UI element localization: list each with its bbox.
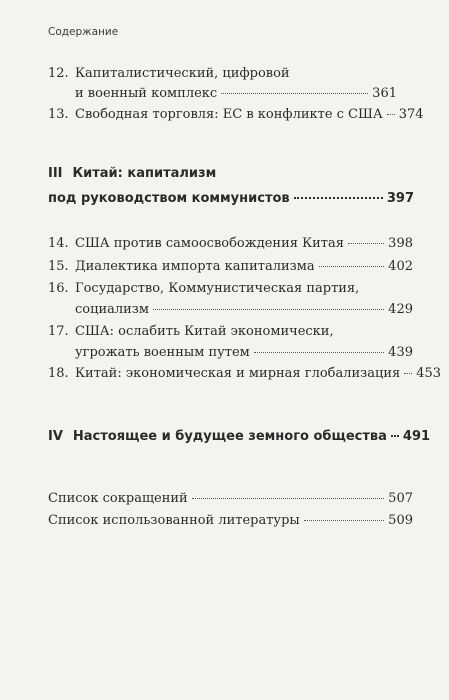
page-number: 439 (388, 345, 413, 360)
entry-title: Китай: экономическая и мирная глобализация (75, 366, 401, 381)
entry-title: Список использованной литературы (48, 513, 300, 528)
entry-number: 15. (48, 259, 69, 274)
entry-title: Капиталистический, цифровой (75, 66, 290, 81)
dot-leader (404, 373, 412, 374)
entry-number: 14. (48, 236, 69, 251)
page-number: 491 (402, 429, 431, 444)
toc-entry-14[interactable] (48, 236, 413, 251)
dot-leader (294, 197, 383, 199)
part-number: III (48, 166, 63, 181)
page-number: 429 (388, 302, 413, 317)
toc-entry-17-line1 (48, 324, 334, 339)
page-number: 453 (416, 366, 442, 381)
running-header: Содержание (48, 26, 119, 38)
dot-leader (391, 435, 399, 437)
part-title: Китай: капитализм (72, 166, 217, 181)
page-number: 398 (388, 236, 413, 251)
entry-number: 17. (48, 324, 69, 339)
entry-title: США: ослабить Китай экономически, (75, 324, 334, 339)
entry-title: Государство, Коммунистическая партия, (75, 281, 360, 296)
dot-leader (304, 520, 384, 521)
page-number: 509 (388, 513, 413, 528)
entry-title-cont: угрожать военным путем (75, 345, 250, 360)
entry-number: 16. (48, 281, 69, 296)
toc-bibliography[interactable] (48, 513, 413, 528)
toc-entry-16-line1 (48, 281, 359, 296)
dot-leader (221, 93, 368, 94)
dot-leader (254, 352, 384, 353)
entry-title-cont: социализм (75, 302, 150, 317)
toc-part-4[interactable] (48, 429, 431, 444)
page-number: 402 (388, 259, 413, 274)
toc-part-3[interactable] (48, 191, 414, 206)
entry-number: 18. (48, 366, 69, 381)
entry-number: 12. (48, 66, 69, 81)
toc-entry-17[interactable] (75, 345, 413, 360)
entry-title: Диалектика импорта капитализма (75, 259, 315, 274)
page-number: 361 (372, 86, 397, 101)
dot-leader (192, 498, 384, 499)
toc-entry-12[interactable] (75, 86, 397, 101)
entry-title-cont: и военный комплекс (75, 86, 218, 101)
toc-entry-18[interactable] (48, 366, 442, 381)
entry-title: Свободная торговля: ЕС в конфликте с США (75, 107, 383, 122)
toc-entry-15[interactable] (48, 259, 413, 274)
entry-title: США против самоосвобождения Китая (75, 236, 344, 251)
dot-leader (153, 309, 384, 310)
dot-leader (319, 266, 385, 267)
page-number: 374 (398, 107, 424, 122)
part-title: Настоящее и будущее земного общества (72, 429, 387, 444)
entry-number: 13. (48, 107, 69, 122)
page-number: 507 (388, 491, 413, 506)
page-number: 397 (386, 191, 414, 206)
part-title-cont: под руководством коммунистов (48, 191, 290, 206)
entry-title: Список сокращений (48, 491, 188, 506)
toc-entry-16[interactable] (75, 302, 413, 317)
part-3-heading-line1 (48, 166, 216, 181)
toc-entry-13[interactable] (48, 107, 424, 122)
dot-leader (387, 114, 395, 115)
dot-leader (348, 243, 384, 244)
part-number: IV (48, 429, 63, 444)
toc-abbreviations[interactable] (48, 491, 413, 506)
